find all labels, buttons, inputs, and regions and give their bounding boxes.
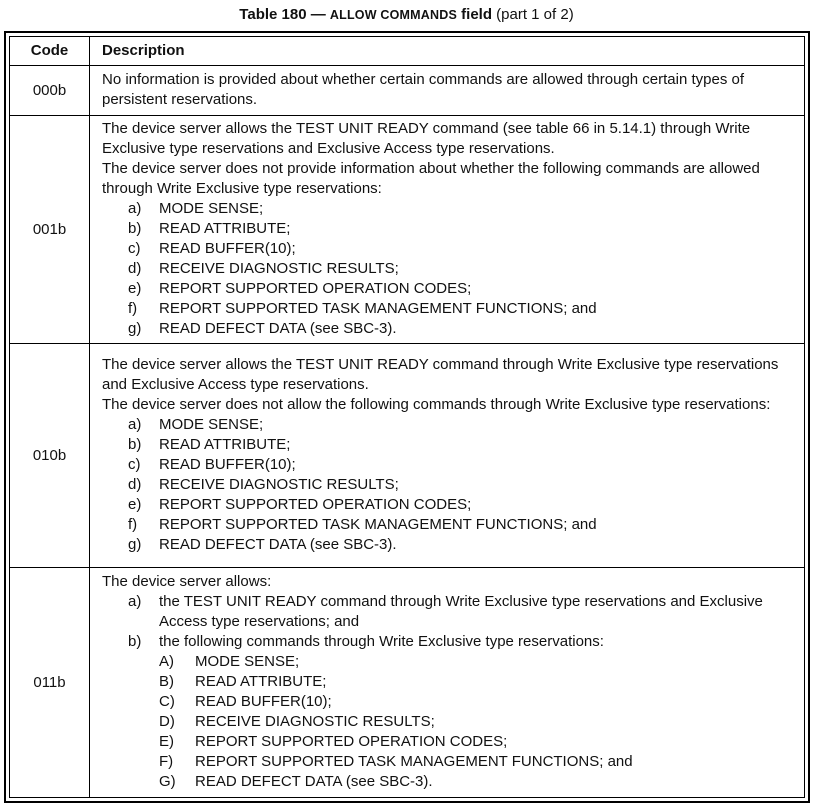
table-header-row bbox=[10, 37, 805, 66]
list-item-content bbox=[195, 652, 790, 672]
list-item-label: b) bbox=[128, 436, 142, 453]
list-item-text: RECEIVE DIAGNOSTIC RESULTS; bbox=[195, 713, 435, 730]
list-item-content bbox=[159, 592, 790, 632]
list-item bbox=[128, 279, 790, 299]
list-item bbox=[159, 732, 790, 752]
list-item-label: C) bbox=[159, 693, 175, 710]
list-item-content bbox=[159, 415, 790, 435]
list-item-label: g) bbox=[128, 536, 142, 553]
code-cell: 001b bbox=[10, 116, 90, 344]
list-item-content bbox=[159, 515, 790, 535]
list-item bbox=[128, 219, 790, 239]
list-item-label: c) bbox=[128, 456, 141, 473]
list-item-label: D) bbox=[159, 713, 175, 730]
list-item-content bbox=[159, 455, 790, 475]
list-item bbox=[159, 692, 790, 712]
list-item-label: b) bbox=[128, 633, 142, 650]
table-row bbox=[10, 66, 805, 116]
list-item-label: G) bbox=[159, 773, 176, 790]
table-title-part: (part 1 of 2) bbox=[492, 6, 574, 23]
list-item-content bbox=[195, 752, 790, 772]
list-item-content bbox=[159, 239, 790, 259]
list-item-label: A) bbox=[159, 653, 174, 670]
list-item bbox=[159, 712, 790, 732]
table-title-suffix: field bbox=[456, 6, 492, 23]
list-item-label: a) bbox=[128, 416, 142, 433]
list-item-text: READ DEFECT DATA (see SBC-3). bbox=[159, 536, 397, 553]
list-item bbox=[128, 515, 790, 535]
list-item-label: g) bbox=[128, 320, 142, 337]
description-paragraph: The device server allows the TEST UNIT READY command (see table 66 in 5.14.1) through Write Exclusive type reservations and Exclusive Access type reservations. bbox=[102, 120, 751, 157]
list-item-label: e) bbox=[128, 280, 142, 297]
list-item-text: REPORT SUPPORTED OPERATION CODES; bbox=[159, 280, 472, 297]
description-cell bbox=[90, 116, 805, 344]
list-item bbox=[128, 475, 790, 495]
table-body bbox=[10, 66, 805, 798]
list-item-label: B) bbox=[159, 673, 174, 690]
list-item-content bbox=[159, 319, 790, 339]
list-item-content bbox=[159, 259, 790, 279]
list-item-text: REPORT SUPPORTED OPERATION CODES; bbox=[159, 496, 472, 513]
list-item-text: READ BUFFER(10); bbox=[159, 456, 296, 473]
list-item-text: RECEIVE DIAGNOSTIC RESULTS; bbox=[159, 260, 399, 277]
list-item-label: f) bbox=[128, 300, 138, 317]
list-item-text: MODE SENSE; bbox=[159, 200, 264, 217]
list-item-text: REPORT SUPPORTED TASK MANAGEMENT FUNCTIONS; and bbox=[159, 300, 597, 317]
list-item-text: the TEST UNIT READY command through Write Exclusive type reservations and Exclusive Access type reservations; and bbox=[159, 593, 763, 630]
list-item bbox=[128, 415, 790, 435]
list-item-text: REPORT SUPPORTED TASK MANAGEMENT FUNCTIONS; and bbox=[195, 753, 633, 770]
list-item-content bbox=[159, 475, 790, 495]
list-item-text: RECEIVE DIAGNOSTIC RESULTS; bbox=[159, 476, 399, 493]
list-item-content bbox=[159, 279, 790, 299]
list-item-content bbox=[195, 772, 790, 792]
list-item-content bbox=[159, 632, 790, 792]
code-column-header: Code bbox=[10, 37, 90, 66]
list-item-text: MODE SENSE; bbox=[195, 653, 300, 670]
allow-commands-table bbox=[9, 36, 805, 798]
list-item-content bbox=[159, 435, 790, 455]
description-cell bbox=[90, 568, 805, 798]
description-paragraph: The device server allows: bbox=[102, 573, 272, 590]
command-list bbox=[128, 415, 790, 555]
table-row bbox=[10, 568, 805, 798]
description-paragraph: The device server allows the TEST UNIT READY command through Write Exclusive type reservations and Exclusive Access type reservations. bbox=[102, 356, 779, 393]
table-title-prefix: Table 180 — bbox=[239, 6, 330, 23]
list-item-text: READ DEFECT DATA (see SBC-3). bbox=[195, 773, 433, 790]
list-item-content bbox=[195, 732, 790, 752]
command-list bbox=[159, 652, 790, 792]
list-item-text: READ ATTRIBUTE; bbox=[159, 220, 291, 237]
command-list bbox=[128, 199, 790, 339]
list-item-text: READ BUFFER(10); bbox=[195, 693, 332, 710]
list-item-text: MODE SENSE; bbox=[159, 416, 264, 433]
list-item-content bbox=[159, 299, 790, 319]
list-item-label: F) bbox=[159, 753, 174, 770]
list-item-label: d) bbox=[128, 260, 142, 277]
list-item bbox=[128, 259, 790, 279]
list-item bbox=[128, 239, 790, 259]
table-title bbox=[0, 6, 813, 24]
list-item-content bbox=[159, 219, 790, 239]
list-item bbox=[128, 299, 790, 319]
table-outer-frame bbox=[4, 31, 810, 803]
list-item-text: REPORT SUPPORTED OPERATION CODES; bbox=[195, 733, 508, 750]
list-item-label: b) bbox=[128, 220, 142, 237]
list-item-text: READ BUFFER(10); bbox=[159, 240, 296, 257]
list-item bbox=[128, 199, 790, 219]
list-item bbox=[128, 319, 790, 339]
list-item bbox=[128, 495, 790, 515]
command-list bbox=[128, 592, 790, 792]
list-item-label: d) bbox=[128, 476, 142, 493]
list-item-text: READ DEFECT DATA (see SBC-3). bbox=[159, 320, 397, 337]
list-item-text: READ ATTRIBUTE; bbox=[195, 673, 327, 690]
list-item-content bbox=[195, 712, 790, 732]
list-item bbox=[128, 592, 790, 632]
description-paragraph: The device server does not provide information about whether the following commands are allowed through Write Exclusive type reservations: bbox=[102, 160, 760, 197]
table-title-field-name: ALLOW COMMANDS bbox=[329, 8, 457, 22]
list-item bbox=[159, 652, 790, 672]
list-item-text: READ ATTRIBUTE; bbox=[159, 436, 291, 453]
list-item-text: REPORT SUPPORTED TASK MANAGEMENT FUNCTIONS; and bbox=[159, 516, 597, 533]
description-paragraph: No information is provided about whether certain commands are allowed through certain types of persistent reservations. bbox=[102, 71, 745, 108]
code-cell: 011b bbox=[10, 568, 90, 798]
list-item-label: f) bbox=[128, 516, 138, 533]
list-item-content bbox=[195, 672, 790, 692]
list-item-label: E) bbox=[159, 733, 174, 750]
table-row bbox=[10, 116, 805, 344]
code-cell: 000b bbox=[10, 66, 90, 116]
description-cell bbox=[90, 66, 805, 116]
list-item-label: a) bbox=[128, 593, 142, 610]
list-item bbox=[128, 535, 790, 555]
description-column-header: Description bbox=[90, 37, 805, 66]
code-cell: 010b bbox=[10, 344, 90, 568]
list-item bbox=[128, 632, 790, 792]
table-row bbox=[10, 344, 805, 568]
list-item bbox=[159, 772, 790, 792]
list-item bbox=[128, 435, 790, 455]
description-paragraph: The device server does not allow the following commands through Write Exclusive type reservations: bbox=[102, 396, 771, 413]
list-item-content bbox=[159, 535, 790, 555]
description-cell bbox=[90, 344, 805, 568]
list-item-label: c) bbox=[128, 240, 141, 257]
list-item bbox=[159, 672, 790, 692]
list-item bbox=[128, 455, 790, 475]
list-item-content bbox=[195, 692, 790, 712]
list-item-text: the following commands through Write Exclusive type reservations: bbox=[159, 633, 604, 650]
list-item-content bbox=[159, 495, 790, 515]
list-item bbox=[159, 752, 790, 772]
list-item-label: e) bbox=[128, 496, 142, 513]
list-item-label: a) bbox=[128, 200, 142, 217]
list-item-content bbox=[159, 199, 790, 219]
